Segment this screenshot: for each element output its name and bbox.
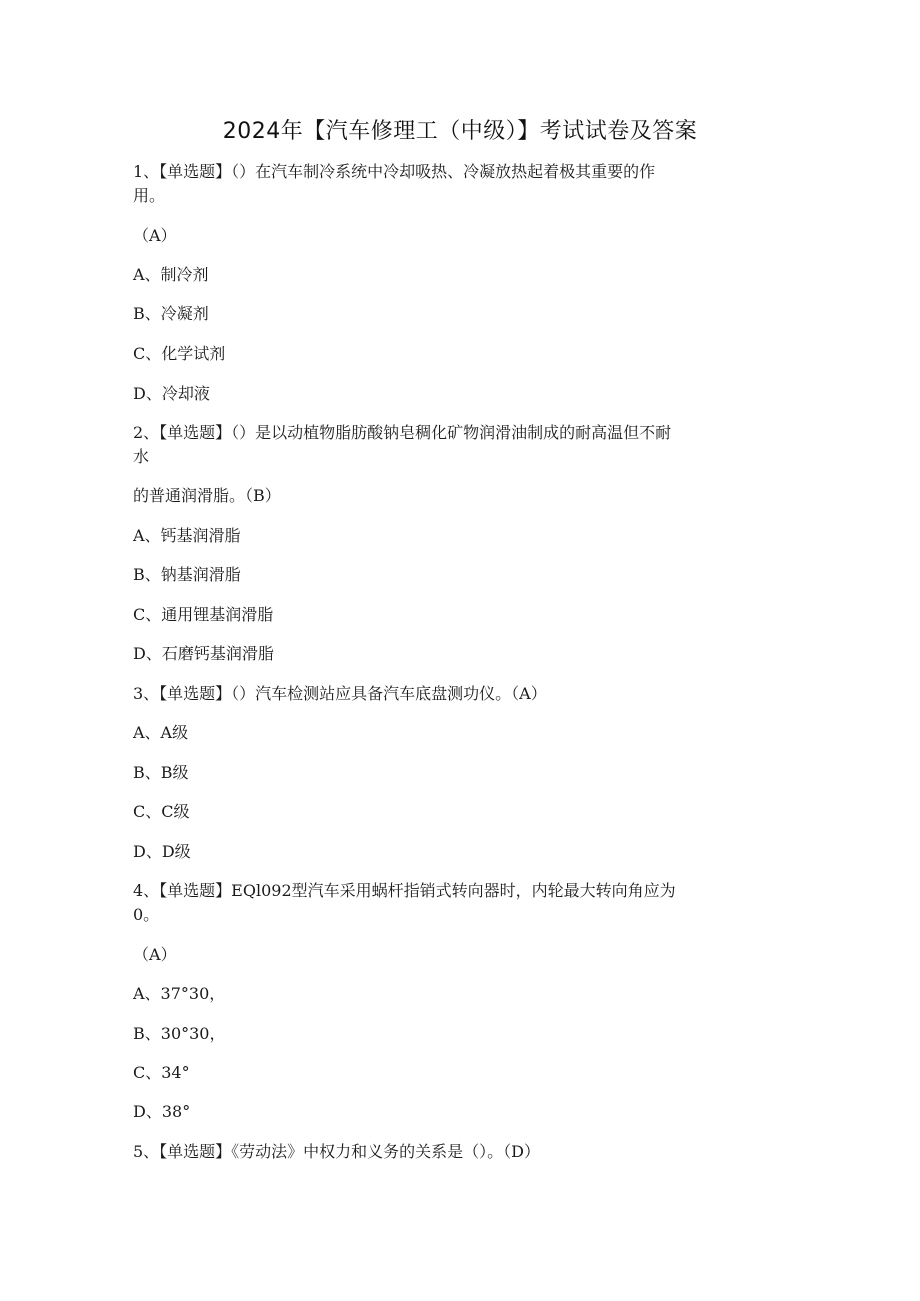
question-2-option-a: A、钙基润滑脂 xyxy=(133,526,241,545)
question-1-option-b: B、冷凝剂 xyxy=(133,304,209,323)
question-1-text-line-1: 1、【单选题】（）在汽车制冷系统中冷却吸热、冷凝放热起着极其重要的作 xyxy=(133,162,656,181)
question-2-text-line-1: 2、【单选题】（）是以动植物脂肪酸钠皂稠化矿物润滑油制成的耐高温但不耐 xyxy=(133,423,672,442)
question-1-answer: （A） xyxy=(133,226,177,245)
question-4-option-c: C、34° xyxy=(133,1063,190,1082)
question-3-option-d: D、D级 xyxy=(133,842,191,861)
question-1-option-d: D、冷却液 xyxy=(133,384,210,403)
question-2-option-b: B、钠基润滑脂 xyxy=(133,565,241,584)
question-4-option-b: B、30°30， xyxy=(133,1024,226,1043)
question-3-text: 3、【单选题】（）汽车检测站应具备汽车底盘测功仪。（A） xyxy=(133,684,547,703)
question-4-option-a: A、37°30， xyxy=(133,984,226,1003)
question-1-option-c: C、化学试剂 xyxy=(133,344,226,363)
question-1-text-line-2: 用。 xyxy=(133,186,166,205)
question-3-option-a: A、A级 xyxy=(133,723,189,742)
question-3-option-c: C、C级 xyxy=(133,802,190,821)
question-3-option-b: B、B级 xyxy=(133,763,189,782)
question-1-option-a: A、制冷剂 xyxy=(133,265,209,284)
question-4-text-line-1: 4、【单选题】EQl092型汽车采用蜗杆指销式转向器时，内轮最大转向角应为 xyxy=(133,881,676,900)
question-5-text: 5、【单选题】《劳动法》中权力和义务的关系是（）。（D） xyxy=(133,1142,541,1161)
question-2-text-line-3: 的普通润滑脂。（B） xyxy=(133,486,281,505)
question-2-text-line-2: 水 xyxy=(133,447,150,466)
question-4-option-d: D、38° xyxy=(133,1102,191,1121)
question-4-answer: （A） xyxy=(133,945,177,964)
question-2-option-d: D、石磨钙基润滑脂 xyxy=(133,644,274,663)
question-2-option-c: C、通用锂基润滑脂 xyxy=(133,605,274,624)
page-title: 2024年【汽车修理工（中级）】考试试卷及答案 xyxy=(222,119,698,144)
question-4-text-line-2: 0。 xyxy=(133,905,160,924)
